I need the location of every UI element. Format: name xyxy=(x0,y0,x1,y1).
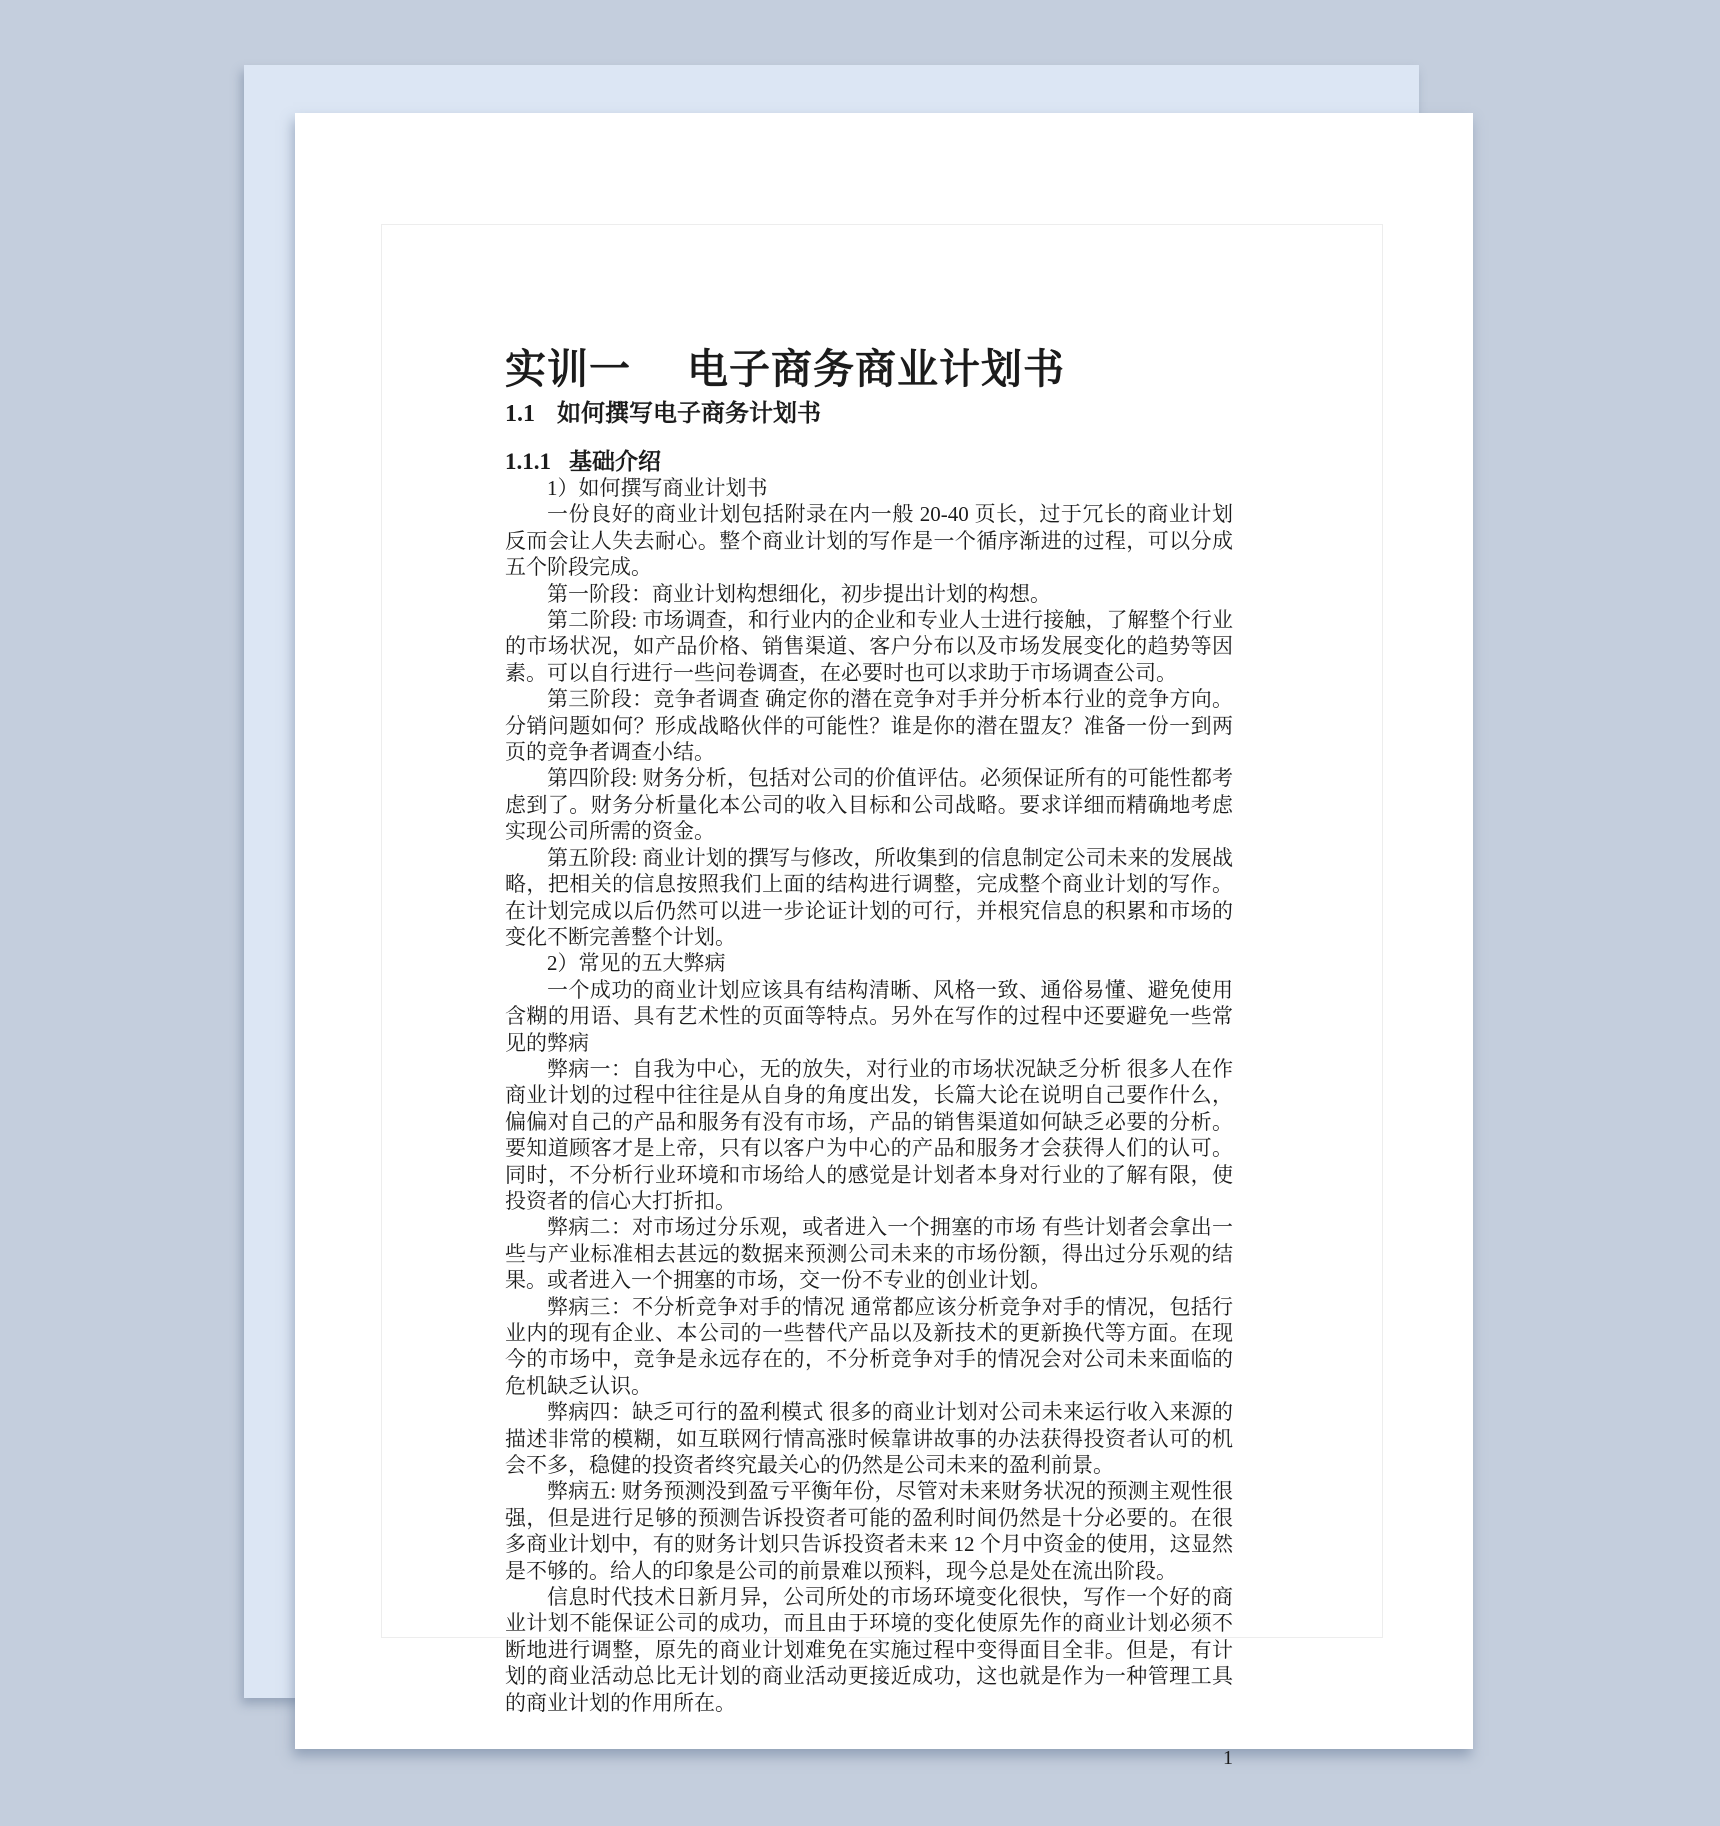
subsection-heading xyxy=(505,449,1233,475)
section-number: 1.1 xyxy=(505,401,535,427)
subsection-title: 基础介绍 xyxy=(569,449,661,474)
document-title xyxy=(505,346,1233,392)
page-number: 1 xyxy=(1223,1747,1233,1770)
body-paragraph: 一个成功的商业计划应该具有结构清晰、风格一致、通俗易懂、避免使用含糊的用语、具有艺术性的页面等特点。另外在写作的过程中还要避免一些常见的弊病 xyxy=(505,977,1233,1055)
body-paragraph: 第二阶段: 市场调查，和行业内的企业和专业人士进行接触，了解整个行业的市场状况，如产品价格、销售渠道、客户分布以及市场发展变化的趋势等因素。可以自行进行一些问卷调查，在必要时也可以求助于市场调查公司。 xyxy=(505,608,1233,685)
page-content xyxy=(505,346,1233,1770)
body-paragraph: 弊病五: 财务预测没到盈亏平衡年份，尽管对未来财务状况的预测主观性很强，但是进行足够的预测告诉投资者可能的盈利时间仍然是十分必要的。在很多商业计划中，有的财务计划只告诉投资者未来 12 个月中资金的使用，这显然是不够的。给人的印象是公司的前景难以预料，现今总是处在流出阶段。 xyxy=(505,1479,1233,1583)
page-inner-frame xyxy=(381,224,1383,1770)
body-paragraph: 第五阶段: 商业计划的撰写与修改，所收集到的信息制定公司未来的发展战略，把相关的信息按照我们上面的结构进行调整，完成整个商业计划的写作。在计划完成以后仍然可以进一步论证计划的可行，并根究信息的积累和市场的变化不断完善整个计划。 xyxy=(505,845,1233,949)
body-paragraph: 第三阶段：竞争者调查 确定你的潜在竞争对手并分析本行业的竞争方向。分销问题如何？形成战略伙伴的可能性？谁是你的潜在盟友？准备一份一到两页的竞争者调查小结。 xyxy=(505,687,1233,765)
subsection-number: 1.1.1 xyxy=(505,449,551,474)
section-heading xyxy=(505,401,1233,427)
body-paragraph: 信息时代技术日新月异，公司所处的市场环境变化很快，写作一个好的商业计划不能保证公司的成功，而且由于环境的变化使原先作的商业计划必须不断地进行调整，原先的商业计划难免在实施过程中变得面目全非。但是，有计划的商业活动总比无计划的商业活动更接近成功，这也就是作为一种管理工具的商业计划的作用所在。 xyxy=(505,1585,1233,1715)
body-paragraph: 一份良好的商业计划包括附录在内一般 20-40 页长，过于冗长的商业计划反而会让人失去耐心。整个商业计划的写作是一个循序渐进的过程，可以分成五个阶段完成。 xyxy=(505,502,1233,580)
body-paragraph: 2）常见的五大弊病 xyxy=(547,951,726,976)
title-chapter-label: 实训一 xyxy=(505,346,631,392)
document-page xyxy=(295,113,1473,1770)
title-text: 电子商务商业计划书 xyxy=(687,346,1065,392)
body-paragraph: 弊病三：不分析竞争对手的情况 通常都应该分析竞争对手的情况，包括行业内的现有企业、本公司的一些替代产品以及新技术的更新换代等方面。在现今的市场中，竞争是永远存在的，不分析竞争对手的情况会对公司未来面临的危机缺乏认识。 xyxy=(505,1294,1233,1398)
body-paragraph: 弊病四：缺乏可行的盈利模式 很多的商业计划对公司未来运行收入来源的描述非常的模糊，如互联网行情高涨时候靠讲故事的办法获得投资者认可的机会不多，稳健的投资者终究最关心的仍然是公司未来的盈利前景。 xyxy=(505,1400,1233,1478)
body-paragraph: 1）如何撰写商业计划书 xyxy=(547,476,768,500)
body-text-block xyxy=(505,475,1233,1716)
body-paragraph: 第一阶段：商业计划构想细化，初步提出计划的构想。 xyxy=(547,581,1051,606)
body-paragraph: 弊病一：自我为中心，无的放失，对行业的市场状况缺乏分析 很多人在作商业计划的过程中往往是从自身的角度出发，长篇大论在说明自己要作什么，偏偏对自己的产品和服务有没有市场，产品的销售渠道如何缺乏必要的分析。要知道顾客才是上帝，只有以客户为中心的产品和服务才会获得人们的认可。同时，不分析行业环境和市场给人的感觉是计划者本身对行业的了解有限，使投资者的信心大打折扣。 xyxy=(505,1056,1233,1213)
section-title: 如何撰写电子商务计划书 xyxy=(557,401,821,427)
body-paragraph: 第四阶段: 财务分析，包括对公司的价值评估。必须保证所有的可能性都考虑到了。财务分析量化本公司的收入目标和公司战略。要求详细而精确地考虑实现公司所需的资金。 xyxy=(505,766,1233,844)
body-paragraph: 弊病二：对市场过分乐观，或者进入一个拥塞的市场 有些计划者会拿出一些与产业标准相去甚远的数据来预测公司未来的市场份额，得出过分乐观的结果。或者进入一个拥塞的市场，交一份不专业的创业计划。 xyxy=(505,1215,1233,1293)
